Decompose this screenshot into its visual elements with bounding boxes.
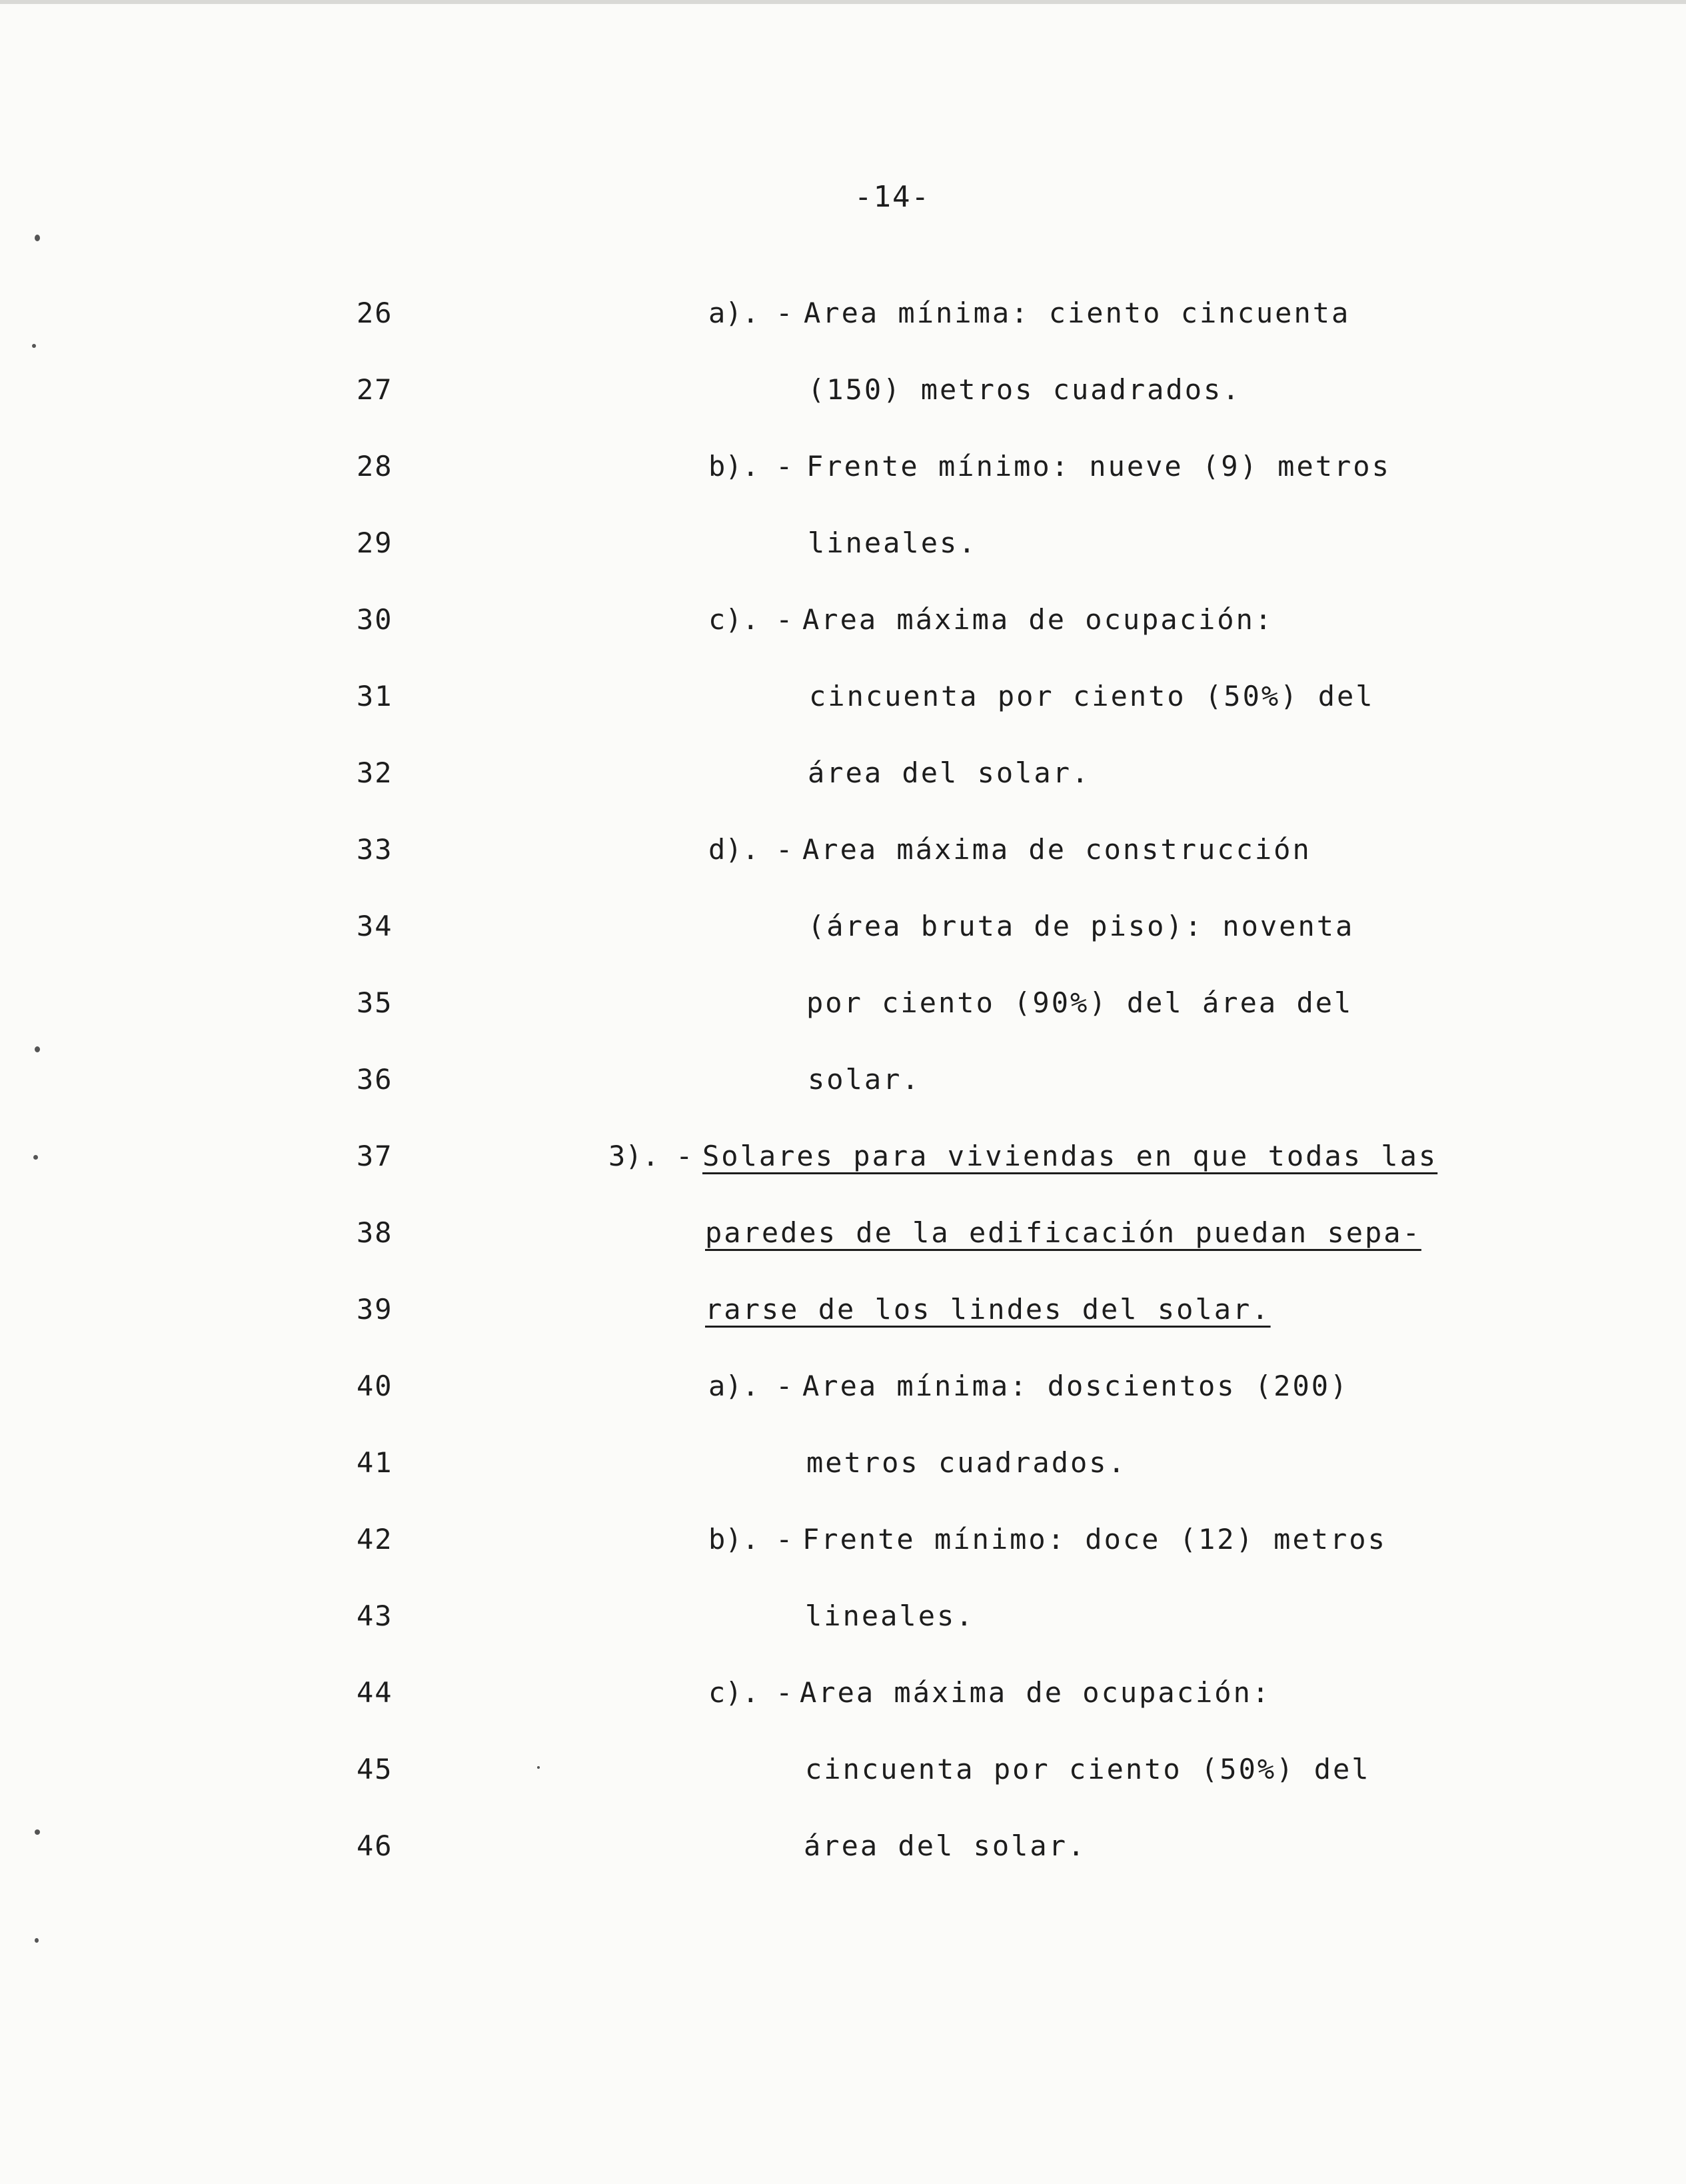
- line-number: 44: [357, 1676, 393, 1709]
- page-top-edge: [0, 0, 1686, 4]
- line-number: 37: [357, 1140, 393, 1172]
- item-marker: d). -: [708, 833, 793, 866]
- document-line-32: [0, 756, 1686, 803]
- item-marker: b). -: [708, 450, 793, 483]
- document-line-45: [0, 1753, 1686, 1799]
- line-text: (área bruta de piso): noventa: [808, 910, 1355, 942]
- document-line-41: [0, 1446, 1686, 1493]
- section-heading-text: rarse de los lindes del solar.: [705, 1293, 1271, 1326]
- document-line-46: [0, 1829, 1686, 1876]
- line-number: 29: [357, 527, 393, 559]
- line-number: 27: [357, 373, 393, 406]
- document-line-33: [0, 833, 1686, 880]
- item-marker: a). -: [708, 297, 793, 329]
- scan-speck: [35, 1938, 39, 1943]
- document-line-29: [0, 527, 1686, 573]
- document-line-43: [0, 1600, 1686, 1646]
- line-text: Frente mínimo: nueve (9) metros: [806, 450, 1391, 483]
- line-number: 26: [357, 297, 393, 329]
- line-number: 35: [357, 986, 393, 1019]
- line-text: cincuenta por ciento (50%) del: [809, 680, 1375, 712]
- scan-speck: [35, 1829, 40, 1835]
- page-number: -14-: [854, 180, 930, 214]
- line-number: 34: [357, 910, 393, 942]
- document-line-36: [0, 1063, 1686, 1110]
- document-line-28: [0, 450, 1686, 497]
- line-text: Area mínima: ciento cincuenta: [804, 297, 1351, 329]
- line-text: lineales.: [805, 1600, 975, 1632]
- line-number: 45: [357, 1753, 393, 1785]
- line-number: 36: [357, 1063, 393, 1096]
- document-line-30: [0, 603, 1686, 650]
- scan-speck: [32, 344, 36, 348]
- line-text: Frente mínimo: doce (12) metros: [802, 1523, 1387, 1556]
- line-text: solar.: [808, 1063, 921, 1096]
- line-text: Area máxima de ocupación:: [800, 1676, 1271, 1709]
- document-line-42: [0, 1523, 1686, 1570]
- item-marker: 3). -: [608, 1140, 693, 1172]
- line-text: área del solar.: [804, 1829, 1087, 1862]
- line-number: 42: [357, 1523, 393, 1556]
- document-line-27: [0, 373, 1686, 420]
- line-text: cincuenta por ciento (50%) del: [805, 1753, 1371, 1785]
- document-line-31: [0, 680, 1686, 726]
- line-text: (150) metros cuadrados.: [808, 373, 1242, 406]
- line-number: 33: [357, 833, 393, 866]
- line-text: Area máxima de construcción: [802, 833, 1311, 866]
- document-line-44: [0, 1676, 1686, 1723]
- line-number: 40: [357, 1370, 393, 1402]
- scan-speck: [33, 1155, 38, 1160]
- line-text: metros cuadrados.: [806, 1446, 1127, 1479]
- document-line-26: [0, 297, 1686, 343]
- item-marker: c). -: [708, 1676, 793, 1709]
- line-text: Area mínima: doscientos (200): [802, 1370, 1349, 1402]
- line-number: 30: [357, 603, 393, 636]
- section-heading-text: paredes de la edificación puedan sepa-: [705, 1216, 1421, 1249]
- line-number: 28: [357, 450, 393, 483]
- item-marker: b). -: [708, 1523, 793, 1556]
- item-marker: a). -: [708, 1370, 793, 1402]
- line-number: 31: [357, 680, 393, 712]
- line-number: 32: [357, 756, 393, 789]
- document-line-40: [0, 1370, 1686, 1416]
- scan-speck: [35, 1046, 40, 1052]
- line-text: área del solar.: [808, 756, 1091, 789]
- document-line-34: [0, 910, 1686, 956]
- scan-speck: [35, 235, 40, 241]
- line-number: 43: [357, 1600, 393, 1632]
- line-text: lineales.: [808, 527, 978, 559]
- item-marker: c). -: [708, 603, 793, 636]
- line-text: Area máxima de ocupación:: [802, 603, 1274, 636]
- line-number: 41: [357, 1446, 393, 1479]
- document-line-35: [0, 986, 1686, 1033]
- section-heading-text: Solares para viviendas en que todas las: [702, 1140, 1438, 1172]
- line-number: 39: [357, 1293, 393, 1326]
- line-text: por ciento (90%) del área del: [806, 986, 1353, 1019]
- document-line-37: [0, 1140, 1686, 1186]
- line-number: 46: [357, 1829, 393, 1862]
- scan-speck: [537, 1766, 540, 1769]
- line-number: 38: [357, 1216, 393, 1249]
- document-line-39: [0, 1293, 1686, 1340]
- document-line-38: [0, 1216, 1686, 1263]
